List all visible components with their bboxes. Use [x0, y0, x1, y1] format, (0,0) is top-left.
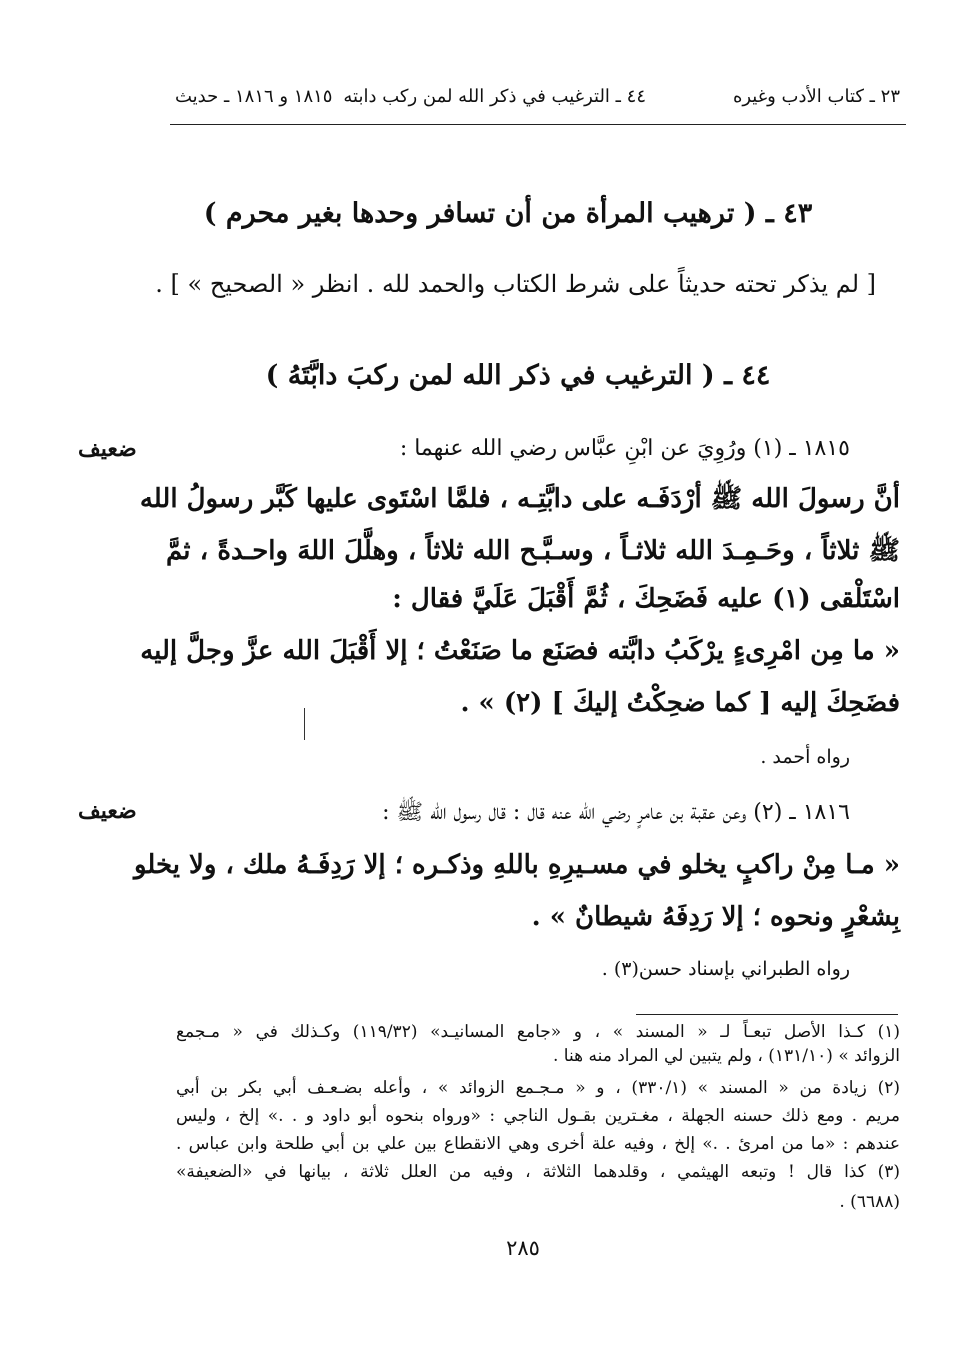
header-chapter: ٢٣ ـ كتاب الأدب وغيره	[732, 86, 900, 107]
hadith-1815-line: أنَّ رسولَ الله ﷺ أرْدَفَـه على دابَّتِـه ، فلمَّا اسْتَوى عليها كَبَّر رسولُ الله	[139, 484, 900, 514]
hadith-1816-grade: ضعيف	[78, 798, 137, 824]
footnote-line: (٣) كذا قال ! وتبعه الهيثمي ، وقلدهما الثلاثة ، وفيه من العلل ثلاثة ، بيانها في «الضعيفة»	[176, 1162, 900, 1182]
hadith-1815-source: رواه أحمد .	[760, 746, 850, 768]
footnote-line: الزوائد » (١٣١/١٠) ، ولم يتبين لي المراد منه هنا .	[552, 1046, 900, 1066]
footnote-line: (٢) زيادة من « المسند » (٣٣٠/١) ، و « مـجـمع الزوائد » ، وأعله بضـعـف أبي بكر بن أبي	[176, 1078, 901, 1098]
section-43-title: ٤٣ ـ ( ترهيب المرأة من أن تسافر وحدها بغير محرم )	[203, 198, 813, 229]
margin-mark	[304, 708, 305, 740]
section-44-title: ٤٤ ـ ( الترغيب في ذكر الله لمن ركبَ دابَّتَهُ )	[265, 360, 771, 391]
hadith-1815-line: « ما مِن امْرِىءٍ يرْكَبُ دابَّته فصَنَع ما صَنَعْتُ ؛ إلا أَقْبَلَ الله عزَّ وجلَّ إليه	[140, 636, 900, 666]
hadith-1815-line: ﷺ ثلاثاً ، وحَـمِـدَ الله ثلاثـاً ، وسـبَّـح الله ثلاثاً ، وهلَّلَ اللهَ واحـدةً ، ثمَّ	[166, 536, 900, 566]
hadith-1816-intro: ١٨١٦ ـ (٢) وعن عقبة بن عامرٍ رضي الله عنه قال : قال رسول الله ﷺ :	[382, 800, 850, 825]
header-hadith-range: ١٨١٥ و ١٨١٦ ـ حديث	[175, 86, 333, 107]
section-43-note: [ لم يذكر تحته حديثاً على شرط الكتاب والحمد لله . انظر « الصحيح » ] .	[155, 270, 876, 298]
footnote-line: مريم . ومع ذلك حسنه الجهلة ، مغـترين بقـول الناجي : «ورواه بنحوه أبو داود و . .» إلخ ، وليس	[176, 1106, 900, 1126]
footnote-line: (١) كـذا الأصل تبعـاً لـ « المسند » ، و «جامع المسانيـد» (١١٩/٣٢) وكـذلك في « مـجمع	[176, 1022, 901, 1042]
footnote-divider	[636, 1014, 898, 1015]
hadith-1815-line: اسْتَلْقى (١) عليه فَضَحِكَ ، ثُمَّ أَقْبَلَ عَلَيَّ فقال :	[392, 584, 900, 614]
footnote-line: (٦٦٨٨) .	[839, 1192, 900, 1212]
hadith-1816-line: بِشعْرٍ ونحوه ؛ إلا رَدِفَهُ شيطانٌ » .	[531, 902, 900, 932]
header-section: ٤٤ ـ الترغيب في ذكر الله لمن ركب دابته	[343, 86, 646, 107]
header-divider	[170, 124, 906, 125]
hadith-1816-line: « مـا مِنْ راكبٍ يخلو في مسـيرِهِ باللهِ وذكـره ؛ إلا رَدِفَـهُ ملك ، ولا يخلو	[133, 850, 900, 880]
hadith-1816-source: رواه الطبراني بإسناد حسن(٣) .	[601, 958, 850, 980]
hadith-1815-line: فضَحِكَ إليه [ كما ضحِكْتُ إليكَ ] (٢) » .	[460, 688, 900, 718]
footnote-line: عندهم : «ما من امرئ . .» إلخ ، وفيه علة أخرى وهي الانقطاع بين علي بن أبي طلحة وابن عباس .	[176, 1134, 900, 1154]
page-number: ٢٨٥	[506, 1236, 540, 1260]
hadith-1815-intro: ١٨١٥ ـ (١) ورُوِيَ عن ابْنِ عبَّاس رضي الله عنهما :	[399, 436, 850, 461]
hadith-1815-grade: ضعيف	[78, 436, 137, 462]
